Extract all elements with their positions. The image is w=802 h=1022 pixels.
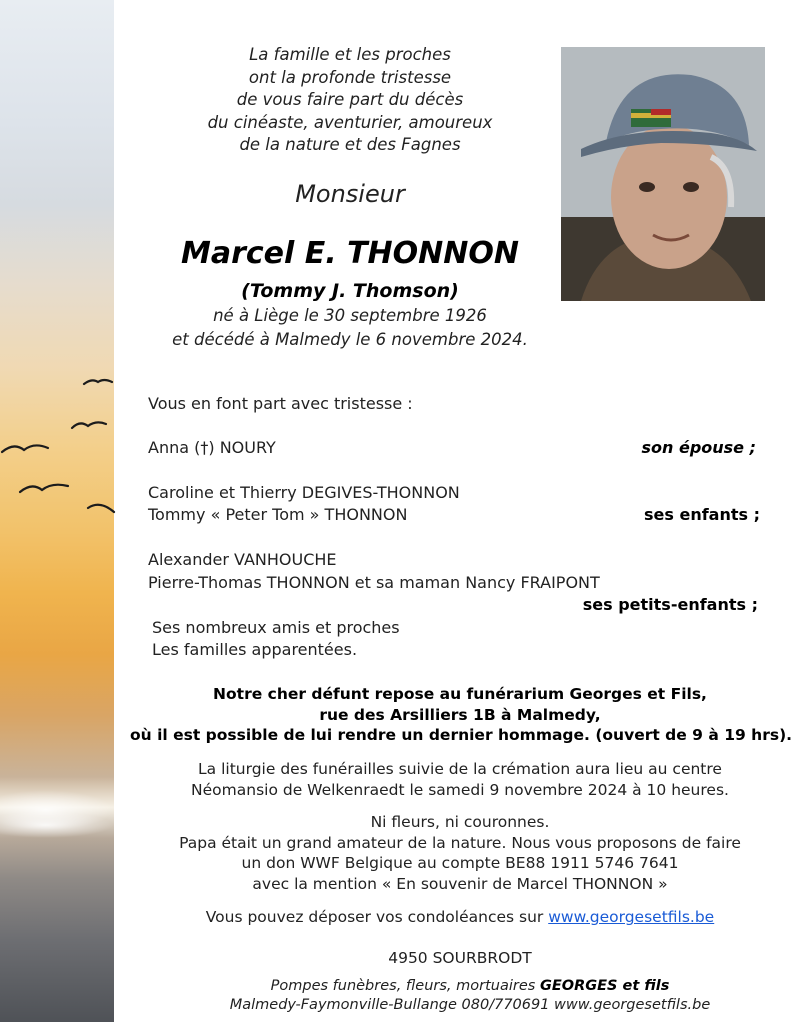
condolences-text: Vous pouvez déposer vos condoléances sur: [205, 908, 549, 926]
donation-line: Papa était un grand amateur de la nature. Nous vous proposons de faire: [179, 833, 741, 852]
funerarium-info: [130, 684, 793, 746]
others-line: Ses nombreux amis et proches: [152, 618, 400, 637]
spouse-relation: son épouse ;: [641, 438, 756, 457]
grandchildren-relation: ses petits-enfants ;: [582, 595, 758, 614]
birth-info: né à Liège le 30 septembre 1926: [213, 306, 487, 325]
donation-line: un don WWF Belgique au compte BE88 1911 5746 7641: [241, 854, 679, 872]
condolences-info: [130, 907, 790, 928]
footer-brand: GEORGES et fils: [539, 978, 670, 994]
footer-line-1: [200, 978, 740, 994]
location-line: 4950 SOURBRODT: [388, 949, 532, 967]
birds-icon: [0, 370, 114, 530]
condolences-link[interactable]: www.georgesetfils.be: [548, 908, 715, 926]
cloud-band: [0, 812, 114, 838]
grandchild-name: Alexander VANHOUCHE: [148, 550, 337, 569]
intro-line: du cinéaste, aventurier, amoureux: [207, 112, 493, 132]
announce-text: Vous en font part avec tristesse :: [148, 394, 413, 413]
intro-line: de vous faire part du décès: [236, 90, 464, 109]
child-name: Caroline et Thierry DEGIVES-THONNON: [148, 483, 460, 502]
sunset-sidebar-image: [0, 0, 114, 1022]
funerarium-line: rue des Arsilliers 1B à Malmedy,: [319, 705, 601, 724]
footer-services: Pompes funèbres, fleurs, mortuaires: [270, 978, 540, 994]
grandchild-name: Pierre-Thomas THONNON et sa maman Nancy FRAIPONT: [148, 573, 600, 592]
child-name: Tommy « Peter Tom » THONNON: [148, 505, 408, 524]
donation-line: Ni fleurs, ni couronnes.: [370, 813, 550, 831]
intro-text: [150, 44, 550, 157]
liturgy-line: Néomansio de Welkenraedt le samedi 9 novembre 2024 à 10 heures.: [191, 780, 729, 799]
liturgy-line: La liturgie des funérailles suivie de la crémation aura lieu au centre: [198, 760, 722, 778]
intro-line: de la nature et des Fagnes: [239, 135, 461, 154]
death-info: et décédé à Malmedy le 6 novembre 2024.: [172, 330, 528, 349]
donation-line: avec la mention « En souvenir de Marcel THONNON »: [252, 874, 668, 893]
location-text: [130, 948, 790, 969]
intro-line: ont la profonde tristesse: [248, 67, 452, 87]
spouse-name: Anna (†) NOURY: [148, 438, 276, 457]
honorific-title: Monsieur: [295, 180, 405, 208]
others-line: Les familles apparentées.: [152, 640, 358, 659]
children-relation: ses enfants ;: [644, 505, 760, 524]
footer-line-2: Malmedy-Faymonville-Bullange 080/770691 www.georgesetfils.be: [229, 997, 711, 1013]
funerarium-line: où il est possible de lui rendre un dernier hommage. (ouvert de 9 à 19 hrs).: [130, 726, 793, 744]
deceased-alias: (Tommy J. Thomson): [241, 280, 459, 302]
deceased-name: Marcel E. THONNON: [181, 236, 519, 271]
portrait-photo: [561, 47, 765, 301]
donation-info: [130, 812, 790, 894]
liturgy-info: [130, 759, 790, 800]
funerarium-line: Notre cher défunt repose au funérarium Georges et Fils,: [213, 685, 707, 703]
intro-line: La famille et les proches: [249, 45, 451, 64]
